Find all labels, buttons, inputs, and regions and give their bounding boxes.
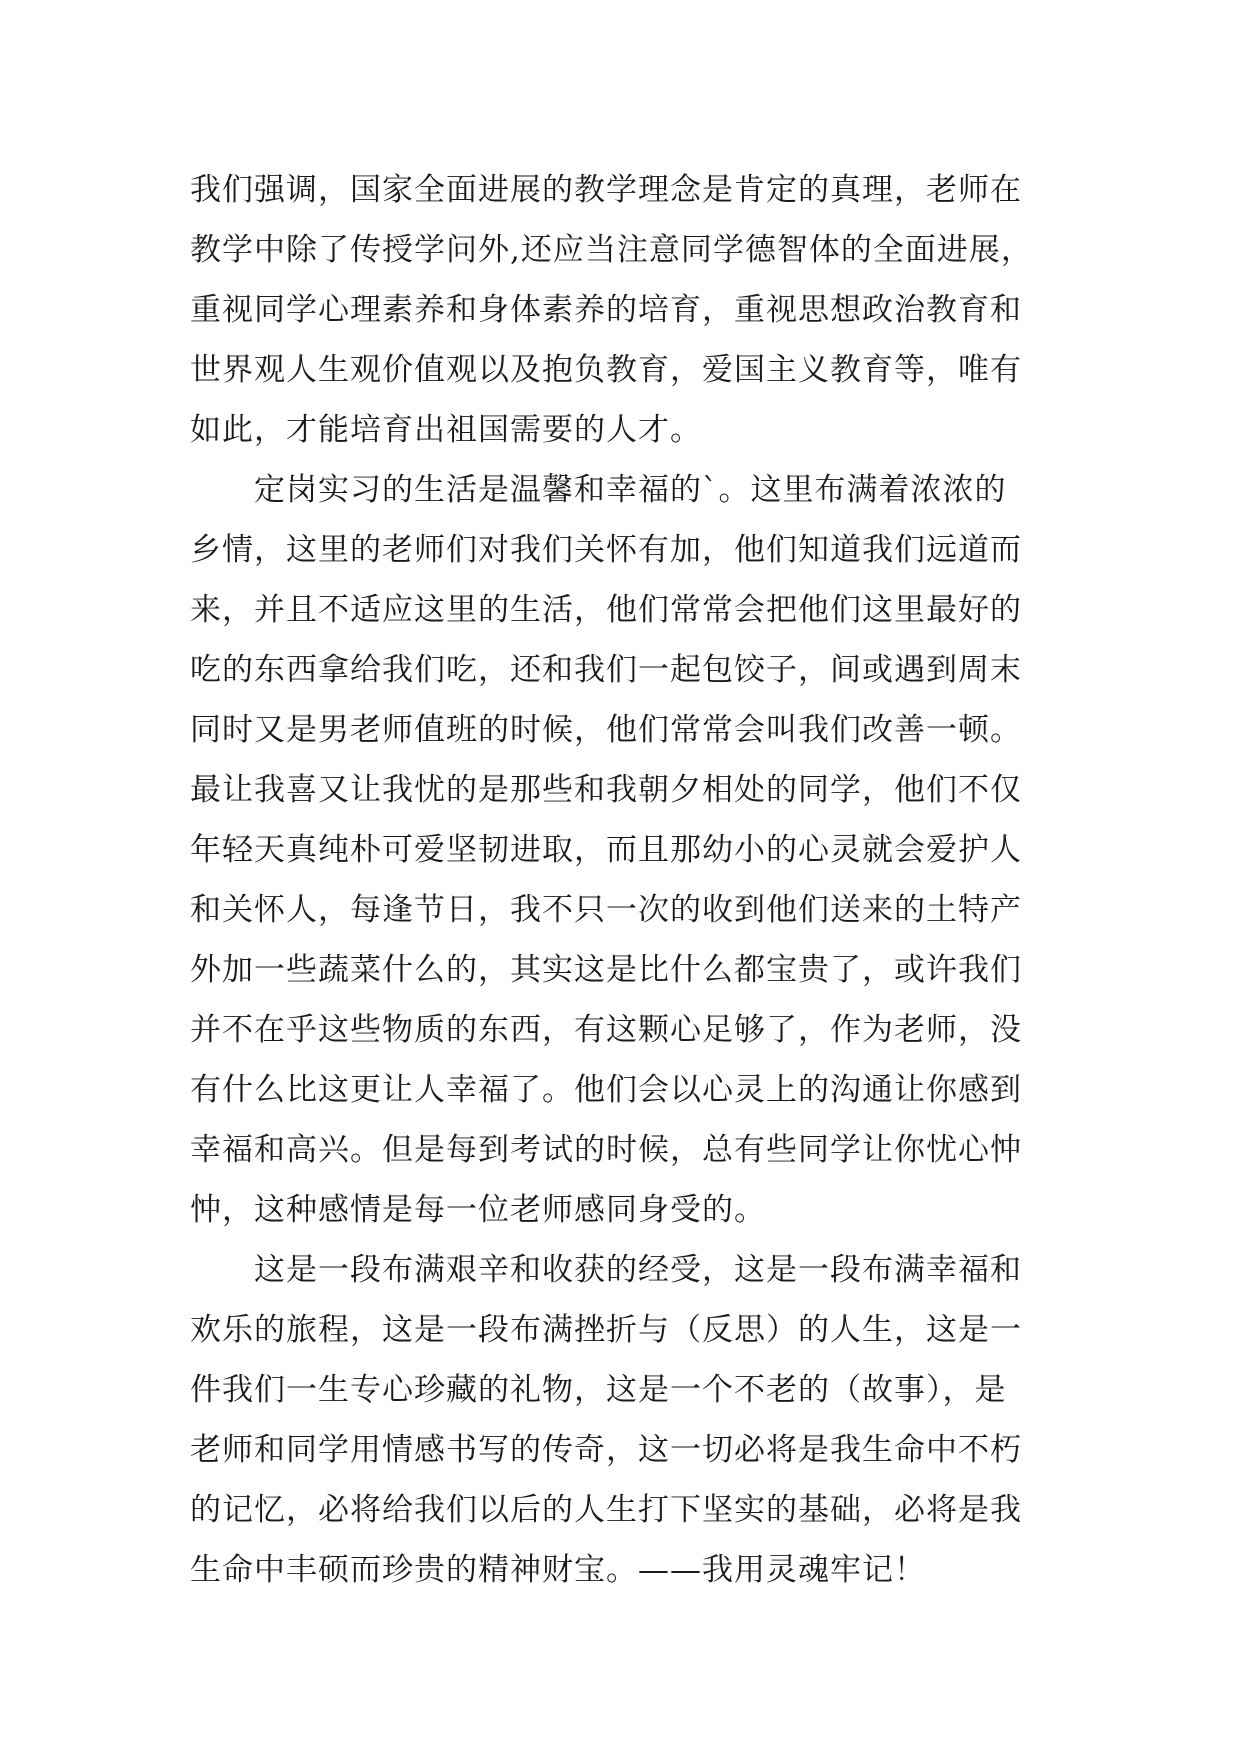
text-line: 同时又是男老师值班的时候，他们常常会叫我们改善一顿。	[190, 712, 1022, 748]
text-line: 乡情，这里的老师们对我们关怀有加，他们知道我们远道而	[190, 532, 1022, 568]
text-line: 幸福和高兴。但是每到考试的时候，总有些同学让你忧心忡	[190, 1132, 1022, 1168]
text-line: 我们强调，国家全面进展的教学理念是肯定的真理，老师在	[190, 172, 1022, 208]
text-line: 忡，这种感情是每一位老师感同身受的。	[190, 1192, 766, 1228]
text-line: 吃的东西拿给我们吃，还和我们一起包饺子，间或遇到周末	[190, 652, 1022, 688]
text-line: 最让我喜又让我忧的是那些和我朝夕相处的同学，他们不仅	[190, 772, 1022, 808]
text-line: 的记忆，必将给我们以后的人生打下坚实的基础，必将是我	[190, 1492, 1022, 1528]
text-line: 这是一段布满艰辛和收获的经受，这是一段布满幸福和	[190, 1252, 1022, 1288]
text-line: 重视同学心理素养和身体素养的培育，重视思想政治教育和	[190, 292, 1022, 328]
text-line: 年轻天真纯朴可爱坚韧进取，而且那幼小的心灵就会爱护人	[190, 832, 1022, 868]
text-line: 和关怀人，每逢节日，我不只一次的收到他们送来的土特产	[190, 892, 1022, 928]
text-line: 外加一些蔬菜什么的，其实这是比什么都宝贵了，或许我们	[190, 952, 1022, 988]
text-line: 生命中丰硕而珍贵的精神财宝。——我用灵魂牢记！	[190, 1552, 926, 1588]
text-line: 如此，才能培育出祖国需要的人才。	[190, 412, 702, 448]
text-line: 并不在乎这些物质的东西，有这颗心足够了，作为老师，没	[190, 1012, 1022, 1048]
text-line: 定岗实习的生活是温馨和幸福的`。这里布满着浓浓的	[190, 472, 1007, 508]
text-line: 欢乐的旅程，这是一段布满挫折与（反思）的人生，这是一	[190, 1312, 1022, 1348]
text-line: 有什么比这更让人幸福了。他们会以心灵上的沟通让你感到	[190, 1072, 1022, 1108]
text-line: 教学中除了传授学问外,还应当注意同学德智体的全面进展，	[190, 232, 1033, 268]
text-line: 老师和同学用情感书写的传奇，这一切必将是我生命中不朽	[190, 1432, 1022, 1468]
text-line: 件我们一生专心珍藏的礼物，这是一个不老的（故事），是	[190, 1372, 1007, 1408]
text-line: 世界观人生观价值观以及抱负教育，爱国主义教育等，唯有	[190, 352, 1022, 388]
text-line: 来，并且不适应这里的生活，他们常常会把他们这里最好的	[190, 592, 1022, 628]
body-text	[190, 160, 1090, 1600]
